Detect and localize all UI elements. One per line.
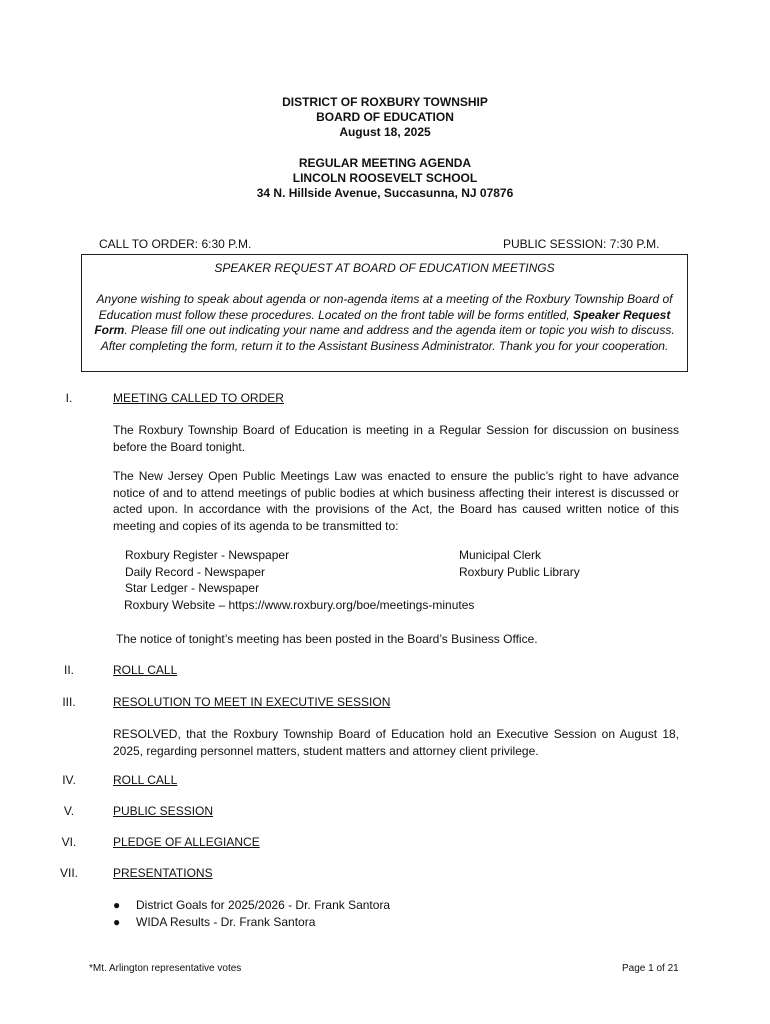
speaker-request-form-name: Speaker Request Form	[94, 307, 671, 337]
speaker-request-text-start: Anyone wishing to speak about agenda or non-agenda items at a meeting of the Roxbury Township Board of Education must follow these procedures. Located on the front table will be forms entitled,	[96, 292, 673, 322]
speaker-request-text-end: . Please fill one out indicating your name and address and the agenda item or topic you wish to discuss. After completing the form, return it to the Assistant Business Administrator. Thank you for your cooperation.	[100, 323, 675, 353]
bullet-icon: ●	[113, 914, 121, 929]
section-title-meeting-called: MEETING CALLED TO ORDER	[113, 391, 284, 405]
recipients-list-left	[125, 547, 474, 613]
footer-note: *Mt. Arlington representative votes	[89, 963, 242, 974]
section-title-presentations: PRESENTATIONS	[113, 866, 213, 880]
recipient-item: Roxbury Public Library	[459, 564, 580, 579]
recipient-item: Municipal Clerk	[459, 548, 542, 562]
section-title-pledge: PLEDGE OF ALLEGIANCE	[113, 835, 260, 849]
list-item	[113, 914, 390, 931]
section-numeral: III.	[62, 695, 76, 709]
bullet-icon: ●	[113, 898, 121, 912]
recipient-item: Roxbury Website – https://www.roxbury.org/boe/meetings-minutes	[124, 597, 475, 612]
section-numeral: V.	[63, 804, 75, 818]
board-name: BOARD OF EDUCATION	[316, 110, 454, 124]
public-session-time: PUBLIC SESSION: 7:30 P.M.	[503, 237, 660, 251]
section-title-roll-call-2: ROLL CALL	[113, 773, 178, 787]
agenda-title: REGULAR MEETING AGENDA	[298, 156, 472, 170]
presentations-list	[113, 897, 390, 930]
school-name: LINCOLN ROOSEVELT SCHOOL	[292, 171, 478, 185]
recipient-item: Roxbury Register - Newspaper	[125, 548, 290, 562]
session-intro-paragraph: The Roxbury Township Board of Education is meeting in a Regular Session for discussion on business before the Board tonight.	[113, 423, 679, 454]
presentation-item: WIDA Results - Dr. Frank Santora	[136, 914, 316, 929]
meeting-date: August 18, 2025	[339, 125, 431, 139]
recipient-item: Star Ledger - Newspaper	[125, 581, 260, 595]
speaker-request-text	[90, 292, 679, 354]
section-title-executive-session: RESOLUTION TO MEET IN EXECUTIVE SESSION	[113, 695, 391, 709]
speaker-request-title: SPEAKER REQUEST AT BOARD OF EDUCATION MEETINGS	[214, 261, 555, 275]
district-name: DISTRICT OF ROXBURY TOWNSHIP	[282, 95, 488, 109]
section-numeral: IV.	[62, 773, 76, 787]
open-meetings-paragraph: The New Jersey Open Public Meetings Law was enacted to ensure the public’s right to have advance notice of and to attend meetings of public bodies at which business affecting their interest is discussed or acted upon. In accordance with the provisions of the Act, the Board has caused written notice of this meeting and copies of its agenda to be transmitted to:	[113, 469, 679, 533]
presentation-item: District Goals for 2025/2026 - Dr. Frank Santora	[136, 898, 391, 912]
speaker-request-box	[81, 254, 688, 372]
section-title-roll-call: ROLL CALL	[113, 663, 178, 677]
section-numeral: I.	[65, 391, 73, 405]
executive-session-resolution: RESOLVED, that the Roxbury Township Board of Education hold an Executive Session on August 18, 2025, regarding personnel matters, student matters and attorney client privilege.	[113, 727, 679, 758]
section-numeral: II.	[63, 663, 74, 677]
call-to-order-time: CALL TO ORDER: 6:30 P.M.	[99, 237, 252, 251]
recipient-item: Daily Record - Newspaper	[125, 564, 266, 579]
section-numeral: VII.	[59, 866, 78, 880]
page-number: Page 1 of 21	[622, 963, 679, 974]
posting-notice: The notice of tonight’s meeting has been posted in the Board’s Business Office.	[116, 632, 538, 646]
school-address: 34 N. Hillside Avenue, Succasunna, NJ 07876	[256, 186, 514, 200]
list-item	[113, 897, 390, 914]
section-title-public-session: PUBLIC SESSION	[113, 804, 214, 818]
section-numeral: VI.	[61, 835, 77, 849]
recipients-list-right	[459, 547, 580, 580]
